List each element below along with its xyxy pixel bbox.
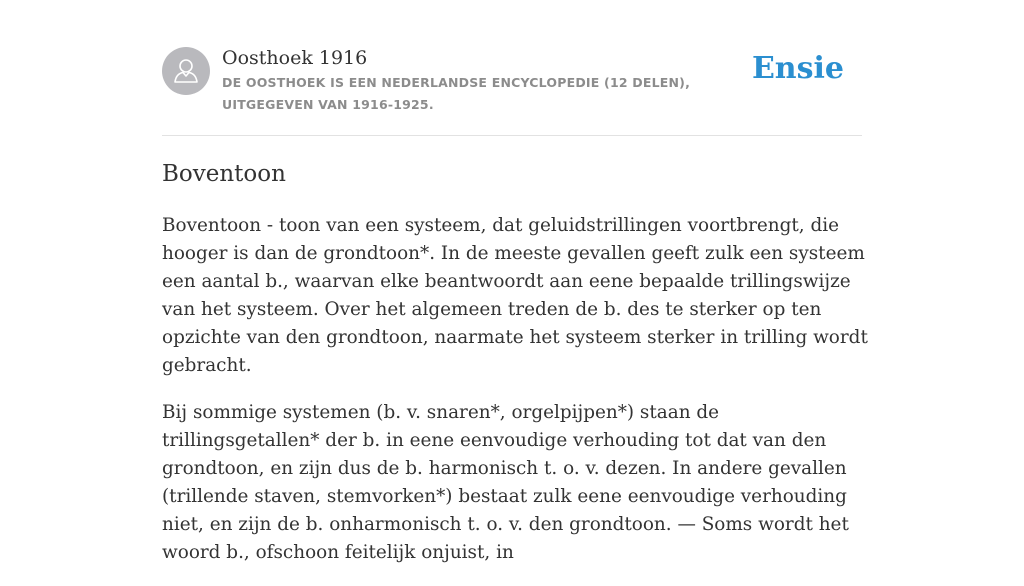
entry-paragraph-2: Bij sommige systemen (b. v. snaren*, orgelpijpen*) staan de trillingsgetallen* der b. in eene eenvoudige verhouding tot dat van den grondtoon, en zijn dus de b. harmonisch t. o. v. dezen. In andere gevallen (trillende staven, stemvorken*) bestaat zulk eene eenvoudige verhouding niet, en zijn de b. onharmonisch t. o. v. den grondtoon. — Soms wordt het woord b., ofschoon feitelijk onjuist, in — [162, 402, 849, 563]
avatar[interactable] — [162, 47, 210, 95]
entry-paragraph-1: Boventoon - toon van een systeem, dat geluidstrillingen voortbrengt, die hooger is dan de grondtoon*. In de meeste gevallen geeft zulk een systeem een aantal b., waarvan elke beantwoordt aan eene bepaalde trillingswijze van het systeem. Over het algemeen treden de b. des te sterker op ten opzichte van den grondtoon, naarmate het systeem sterker in trilling wordt gebracht. — [162, 215, 868, 376]
entry-body — [162, 212, 872, 586]
entry-title: Boventoon — [162, 161, 286, 187]
header-divider — [162, 135, 862, 136]
source-description: DE OOSTHOEK IS EEN NEDERLANDSE ENCYCLOPEDIE (12 DELEN), UITGEGEVEN VAN 1916-1925. — [222, 75, 691, 112]
source-title[interactable]: Oosthoek 1916 — [222, 47, 368, 69]
ensie-logo[interactable]: Ensie — [751, 51, 844, 86]
user-placeholder-icon — [162, 47, 210, 95]
source-header — [162, 45, 862, 135]
